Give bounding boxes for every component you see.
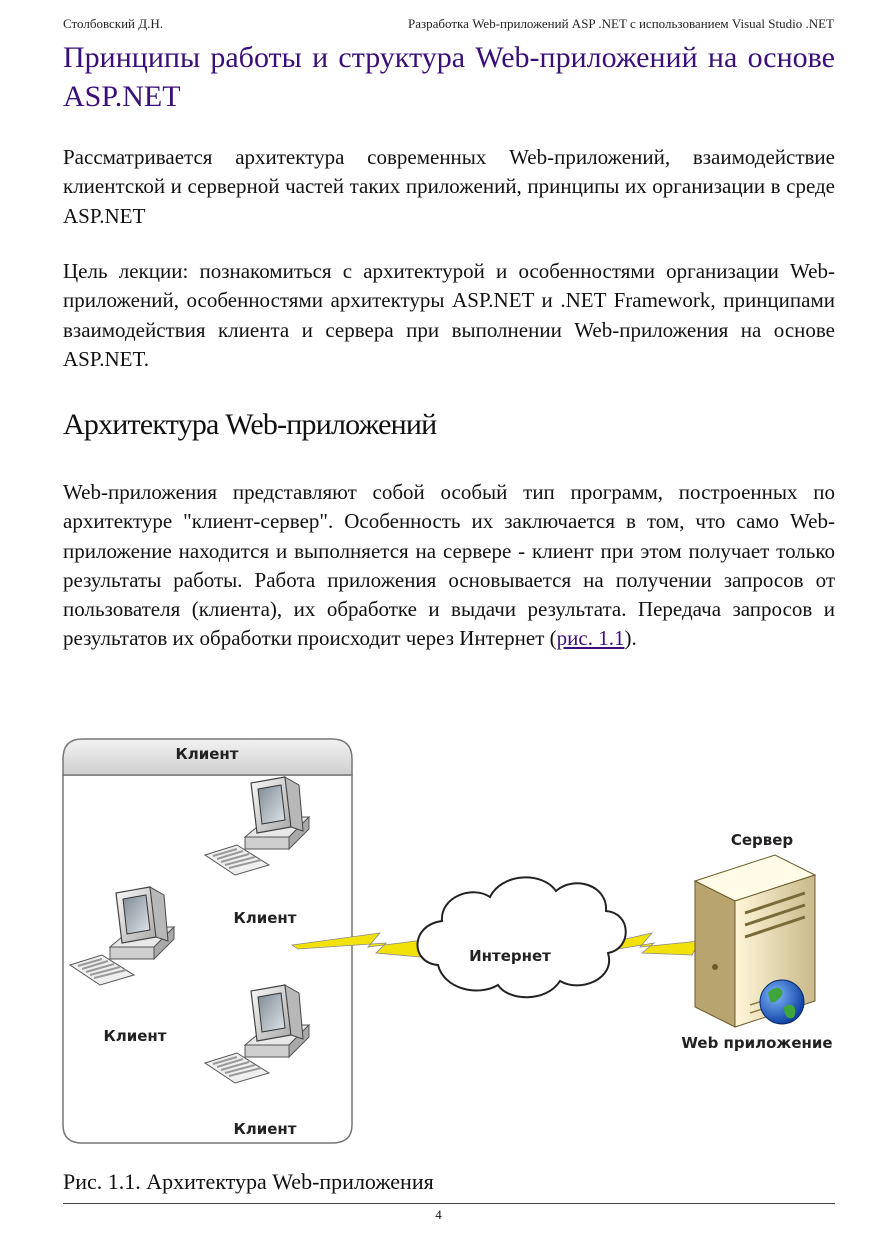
web-application-label: Web приложение <box>681 1034 833 1052</box>
footer-divider <box>63 1203 835 1204</box>
client-group-label: Клиент <box>175 745 239 763</box>
figure-caption: Рис. 1.1. Архитектура Web-приложения <box>63 1169 434 1194</box>
intro-paragraph: Рассматривается архитектура современных Web-приложений, взаимодействие клиентской и серверной частей таких приложений, принципы их организации в среде ASP.NET <box>63 145 835 228</box>
client-label: Клиент <box>233 909 297 927</box>
client-label: Клиент <box>233 1120 297 1138</box>
header-author: Столбовский Д.Н. <box>63 16 164 31</box>
header-course: Разработка Web-приложений ASP .NET с использованием Visual Studio .NET <box>408 16 834 31</box>
section-heading: Архитектура Web-приложений <box>63 408 437 441</box>
architecture-diagram <box>60 735 840 1147</box>
section-body-end: ). <box>624 626 637 651</box>
server-label: Сервер <box>730 831 794 849</box>
goal-paragraph: Цель лекции: познакомиться с архитектурой и особенностями организации Web-приложений, особенностями архитектуры ASP.NET и .NET Framework, принципами взаимодействия клиента и сервера при выполнении Web-приложения на основе ASP.NET. <box>63 259 835 371</box>
section-paragraph <box>63 478 835 654</box>
client-label: Клиент <box>103 1027 167 1045</box>
internet-cloud-icon <box>417 877 625 997</box>
internet-label: Интернет <box>469 947 551 965</box>
client-group <box>63 739 352 1143</box>
page-title: Принципы работы и структура Web-приложений на основе ASP.NET <box>63 41 835 113</box>
figure-reference-link[interactable]: рис. 1.1 <box>556 626 625 651</box>
globe-icon <box>760 980 804 1024</box>
section-body-text: Web-приложения представляют собой особый тип программ, построенных по архитектуре "клиент-сервер". Особенность их заключается в том, что само Web-приложение находится и выполняется на сервере - клиент при этом получает только результаты работы. Работа приложения основывается на получении запросов от пользователя (клиента), их обработке и выдачи результата. Передача запросов и результатов их обработки происходит через Интернет ( <box>63 480 835 651</box>
page-number: 4 <box>435 1207 442 1222</box>
